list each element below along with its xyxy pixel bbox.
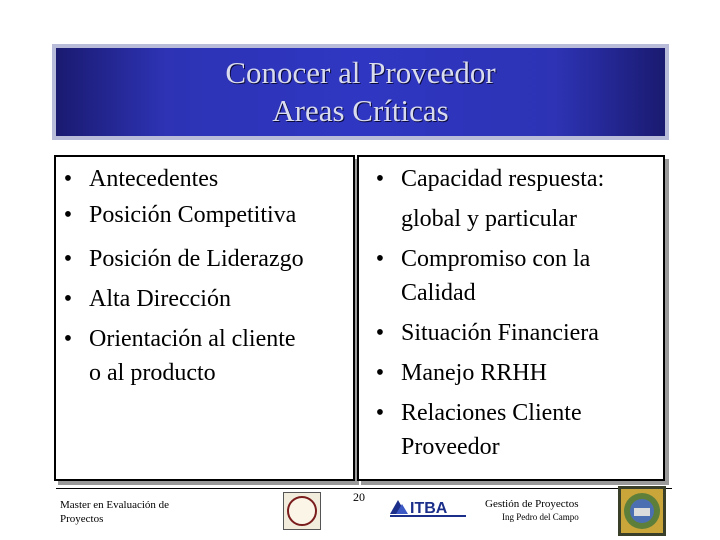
university-seal-icon [283, 492, 321, 530]
footer-instructor: Ing Pedro del Campo [502, 512, 579, 522]
footer-subject: Gestión de Proyectos [485, 498, 579, 510]
bullet-icon: • [375, 360, 385, 386]
bullet-item: • Posición Competitiva [89, 199, 296, 232]
bullet-icon: • [375, 166, 385, 192]
bullet-item: • Antecedentes [89, 163, 218, 196]
bullet-icon: • [63, 246, 73, 272]
bullet-icon: • [63, 202, 73, 228]
page-number: 20 [353, 490, 365, 504]
bullet-icon: • [63, 286, 73, 312]
slide-title-box [52, 44, 669, 140]
title-line-1: Conocer al Proveedor [225, 55, 496, 90]
bullet-item: • Relaciones Cliente [401, 397, 582, 430]
footer-divider [56, 488, 672, 489]
bullet-icon: • [63, 166, 73, 192]
itba-logo-text: ITBA [410, 500, 448, 517]
bullet-item: • Situación Financiera [401, 317, 599, 350]
title-line-2: Areas Críticas [272, 93, 449, 128]
bullet-item: • Compromiso con la [401, 243, 590, 276]
bullet-icon: • [375, 400, 385, 426]
bullet-item: • Orientación al cliente [89, 323, 296, 356]
institution-badge-icon [618, 486, 666, 536]
footer-course-label: Master en Evaluación de Proyectos [60, 499, 170, 525]
bullet-icon: • [375, 246, 385, 272]
bullet-continuation: Proveedor [401, 434, 500, 460]
bullet-icon: • [63, 326, 73, 352]
bullet-item: • Capacidad respuesta: [401, 163, 604, 196]
bullet-item: • Manejo RRHH [401, 357, 547, 390]
itba-logo-icon [388, 494, 468, 522]
bullet-item: • Alta Dirección [89, 283, 231, 316]
bullet-item: • Posición de Liderazgo [89, 243, 304, 276]
bullet-continuation: global y particular [401, 206, 577, 232]
bullet-continuation: o al producto [89, 360, 216, 386]
bullet-icon: • [375, 320, 385, 346]
bullet-continuation: Calidad [401, 280, 476, 306]
